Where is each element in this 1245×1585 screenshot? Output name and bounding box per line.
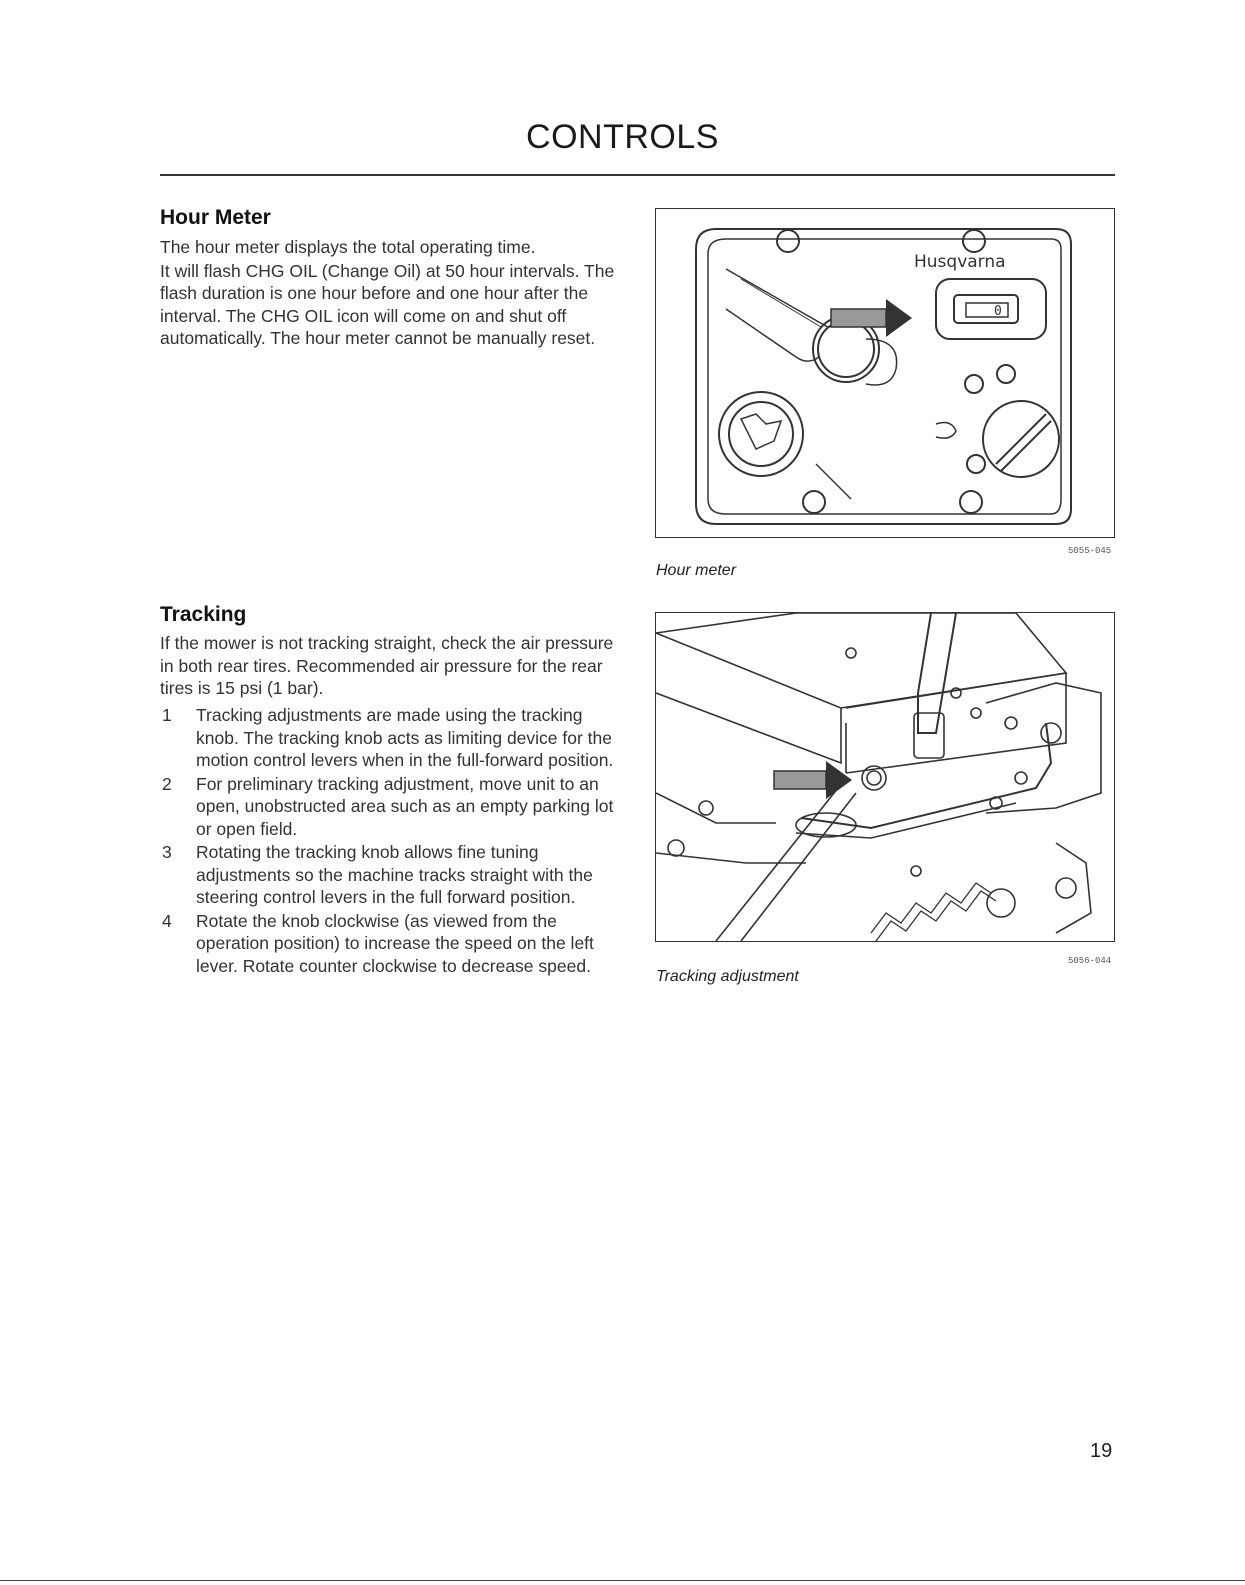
list-item: 2 For preliminary tracking adjustment, move unit to an open, unobstructed area such as an empty parking lot or open field. [162, 773, 614, 839]
hour-meter-readout: 0 [994, 304, 1002, 319]
figure-brand-text: Husqvarna [914, 252, 1006, 272]
hour-meter-paragraph: The hour meter displays the total operating time. [160, 237, 536, 257]
title-rule [160, 174, 1115, 176]
figure-code: 5055-045 [1068, 546, 1112, 556]
page-number: 19 [1090, 1440, 1113, 1462]
list-item: 1 Tracking adjustments are made using the tracking knob. The tracking knob acts as limiting device for the motion control levers when in the full-forward position. [162, 705, 614, 770]
tracking-steps [160, 704, 630, 978]
hour-meter-text [160, 236, 630, 350]
page-title: CONTROLS [526, 118, 719, 156]
tracking-illustration [656, 613, 1114, 941]
hour-meter-paragraph: It will flash CHG OIL (Change Oil) at 50 hour intervals. The flash duration is one hour before and one hour after the interval. The CHG OIL icon will come on and shut off automatically. The hour meter cannot be manually reset. [160, 260, 615, 348]
tracking-caption: Tracking adjustment [656, 968, 799, 985]
tracking-heading: Tracking [160, 603, 247, 626]
tracking-figure [655, 612, 1115, 942]
list-item: 4 Rotate the knob clockwise (as viewed from the operation position) to increase the speed on the left lever. Rotate counter clockwise to decrease speed. [162, 910, 594, 976]
hour-meter-figure [655, 208, 1115, 538]
tracking-arrow-icon [774, 761, 852, 799]
figure-code: 5056-044 [1068, 956, 1112, 966]
hour-meter-heading: Hour Meter [160, 206, 271, 229]
tracking-intro: If the mower is not tracking straight, check the air pressure in both rear tires. Recommended air pressure for the rear tires is 15 psi (1 bar). [160, 633, 614, 698]
hour-meter-caption: Hour meter [656, 562, 737, 579]
bottom-rule [0, 1580, 1245, 1581]
hour-meter-illustration [656, 209, 1114, 537]
list-item: 3 Rotating the tracking knob allows fine tuning adjustments so the machine tracks straight with the steering control levers in the full forward position. [162, 842, 593, 907]
